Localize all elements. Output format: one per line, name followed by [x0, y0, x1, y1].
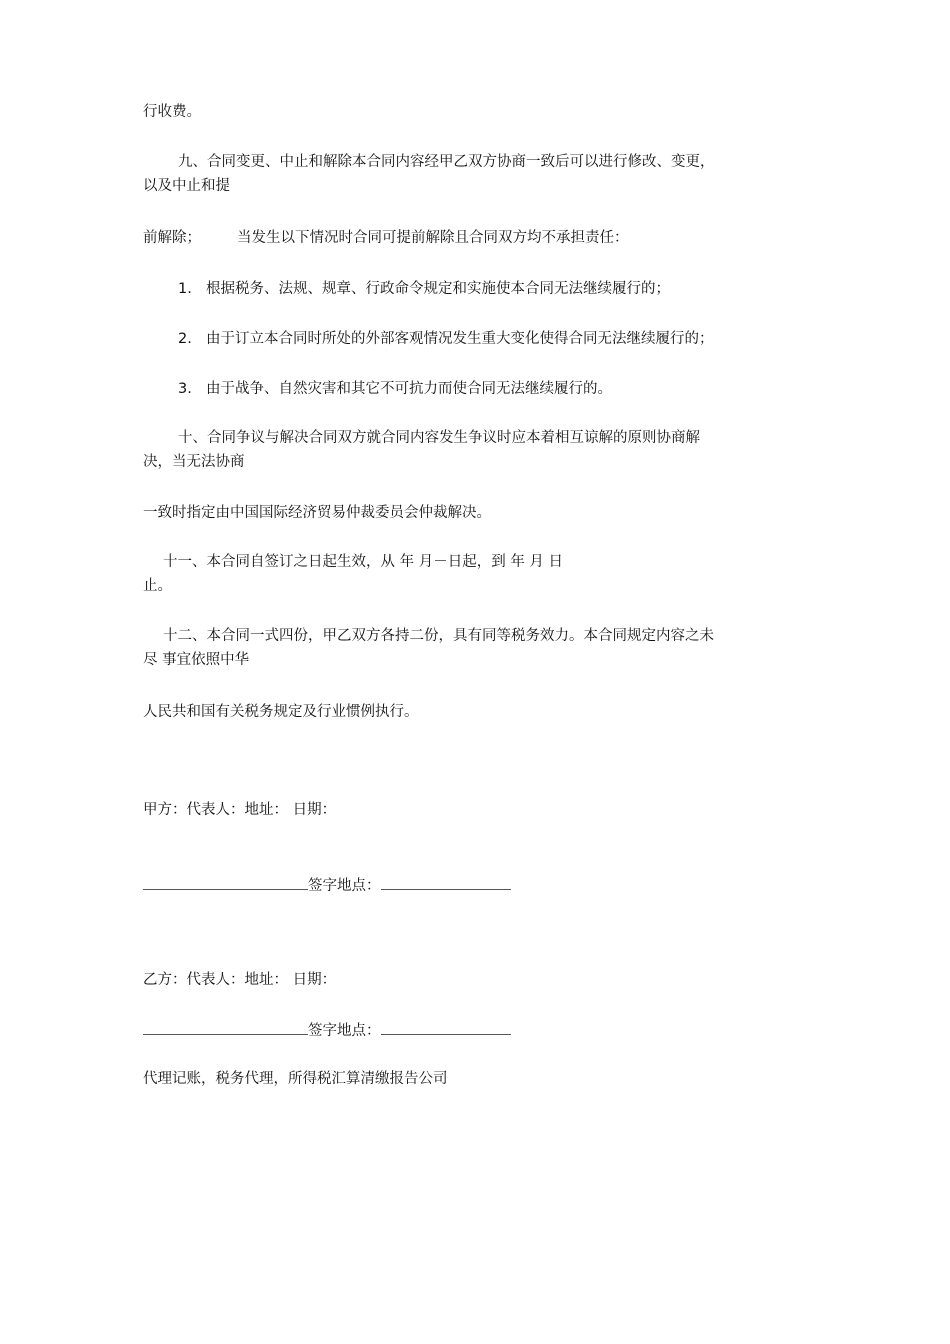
- list-item: [178, 379, 858, 400]
- list-item-text: 由于战争、自然灾害和其它不可抗力而使合同无法继续履行的。: [206, 381, 612, 397]
- article-11-line-1: 十一、本合同自签订之日起生效，从 年 月－日起，到 年 月 日: [163, 554, 564, 570]
- signature-line: [143, 874, 308, 890]
- list-item-number: 2.: [178, 331, 192, 347]
- list-item-number: 1.: [178, 281, 192, 297]
- article-9-line-2: 以及中止和提: [143, 178, 230, 194]
- sign-place-label: 签字地点：: [308, 878, 381, 894]
- list-item: [178, 329, 858, 350]
- list-item-text: 由于订立本合同时所处的外部客观情况发生重大变化使得合同无法继续履行的；: [206, 331, 714, 347]
- article-12-line-2: 尽 事宜依照中华: [143, 652, 250, 668]
- termination-condition-text: 当发生以下情况时合同可提前解除且合同双方均不承担责任：: [237, 230, 629, 246]
- list-item: [178, 279, 858, 300]
- sign-place-line: [381, 874, 511, 890]
- article-11-line-2: 止。: [143, 578, 172, 594]
- party-a-sign-row: [143, 874, 823, 897]
- article-10-line-2: 决，当无法协商: [143, 454, 245, 470]
- text-line: 行收费。: [143, 104, 201, 120]
- article-9-line-1: 九、合同变更、中止和解除本合同内容经甲乙双方协商一致后可以进行修改、变更，: [178, 154, 715, 170]
- party-a-signature-fields: 甲方：代表人：地址： 日期：: [143, 802, 337, 818]
- early-termination-label: 前解除；: [143, 230, 201, 246]
- list-item-number: 3.: [178, 381, 192, 397]
- list-item-text: 根据税务、法规、规章、行政命令规定和实施使本合同无法继续履行的；: [206, 281, 670, 297]
- sign-place-label: 签字地点：: [308, 1023, 381, 1039]
- sign-place-line: [381, 1019, 511, 1035]
- article-9-line-3: [143, 228, 823, 249]
- article-10-line-1: 十、合同争议与解决合同双方就合同内容发生争议时应本着相互谅解的原则协商解: [178, 430, 700, 446]
- signature-line: [143, 1019, 308, 1035]
- article-12-line-3: 人民共和国有关税务规定及行业惯例执行。: [143, 704, 419, 720]
- footer-company-text: 代理记账，税务代理，所得税汇算清缴报告公司: [143, 1071, 448, 1087]
- party-b-signature-fields: 乙方：代表人：地址： 日期：: [143, 972, 337, 988]
- party-b-sign-row: [143, 1019, 823, 1042]
- article-12-line-1: 十二、本合同一式四份，甲乙双方各持二份，具有同等税务效力。本合同规定内容之未: [163, 628, 714, 644]
- article-10-line-3: 一致时指定由中国国际经济贸易仲裁委员会仲裁解决。: [143, 505, 491, 521]
